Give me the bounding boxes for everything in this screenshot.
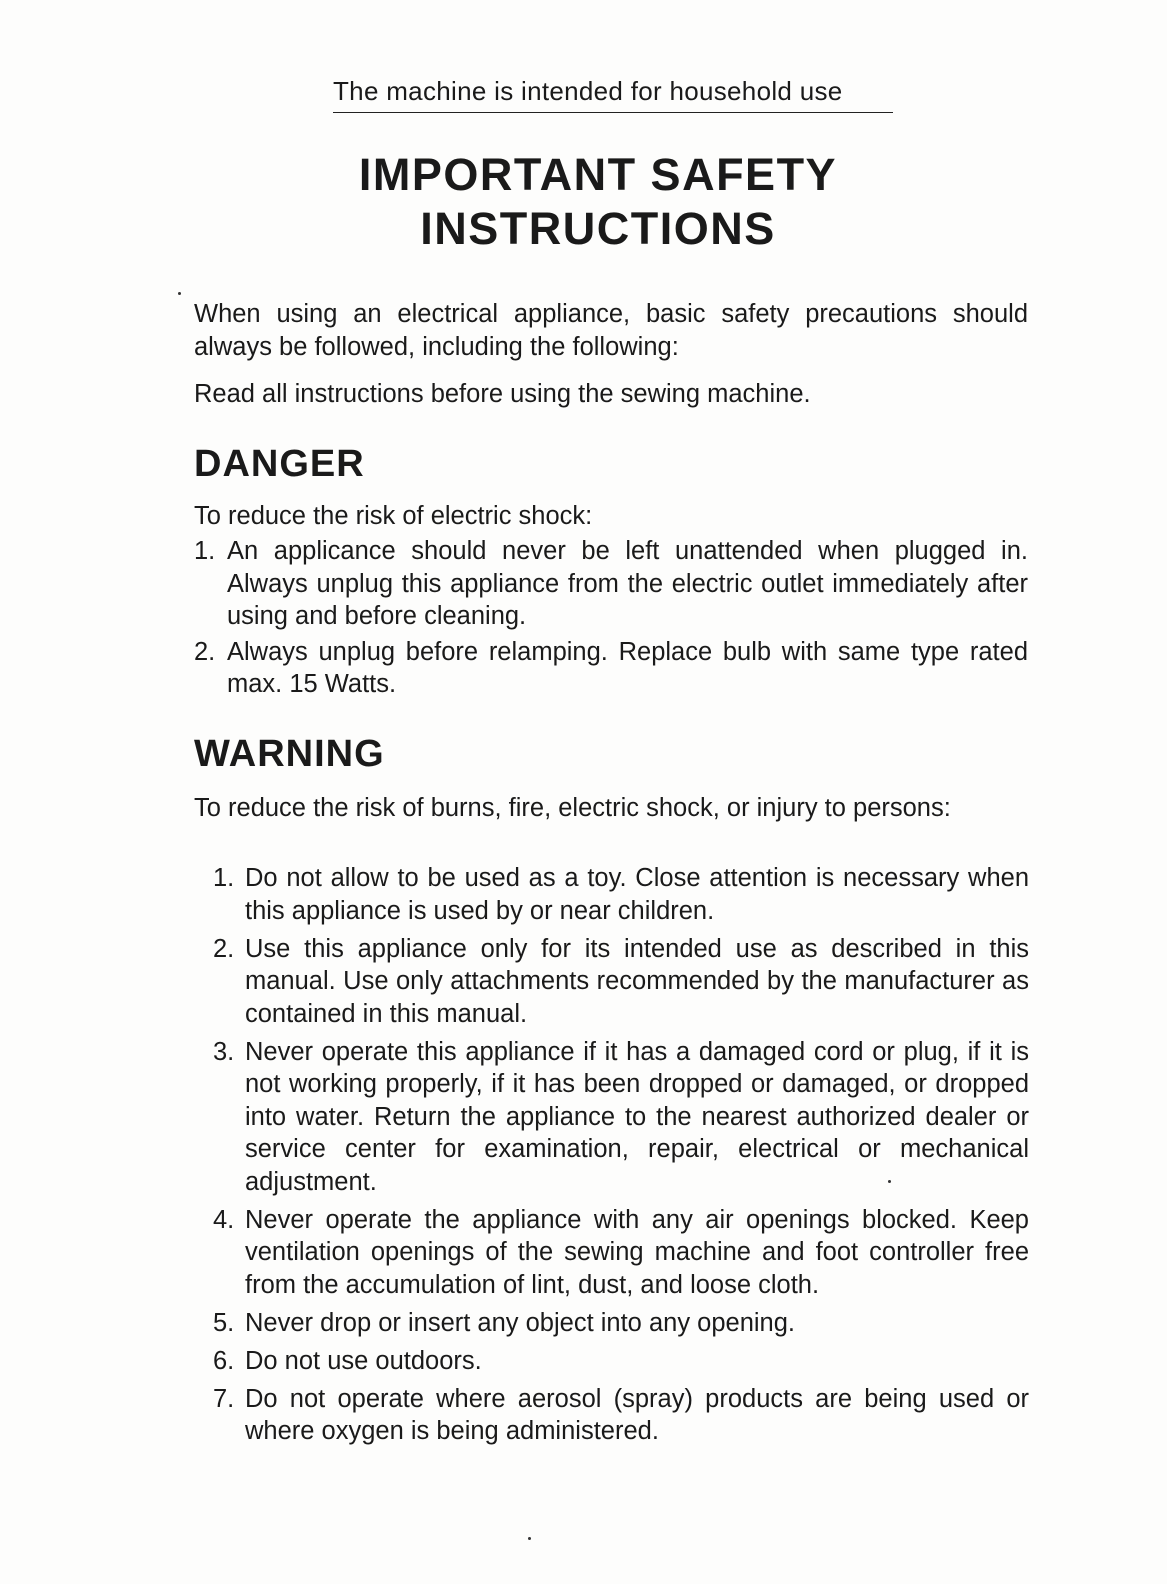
warning-heading: WARNING — [194, 733, 385, 775]
warning-list — [213, 862, 1029, 1453]
scan-speck — [178, 292, 181, 295]
item-text: An applicance should never be left unattended when plugged in. Always unplug this appliance from the electric outlet immediately after using and before cleaning. — [227, 537, 1028, 630]
item-number: 5. — [213, 1308, 235, 1337]
danger-lead: To reduce the risk of electric shock: — [194, 502, 593, 530]
item-number: 1. — [194, 537, 216, 565]
danger-heading: DANGER — [194, 443, 365, 485]
warning-item-7 — [213, 1383, 1029, 1448]
item-text: Use this appliance only for its intended use as described in this manual. Use only attachments recommended by the manufacturer as contained in this manual. — [245, 934, 1029, 1028]
danger-item-2 — [194, 636, 1028, 701]
warning-item-5 — [213, 1307, 1029, 1340]
item-number: 2. — [194, 637, 216, 666]
item-number: 4. — [213, 1205, 235, 1234]
warning-item-6 — [213, 1345, 1029, 1378]
title-line-2: INSTRUCTIONS — [420, 203, 776, 254]
warning-item-4 — [213, 1204, 1029, 1302]
scan-speck — [528, 1537, 531, 1540]
warning-item-1 — [213, 862, 1029, 927]
item-number: 3. — [213, 1037, 235, 1066]
intro-paragraph: When using an electrical appliance, basic safety precautions should always be followed, including the following: — [194, 300, 1028, 361]
item-text: Do not operate where aerosol (spray) products are being used or where oxygen is being administered. — [245, 1384, 1029, 1445]
header-underline — [333, 112, 893, 113]
item-text: Never drop or insert any object into any opening. — [245, 1308, 795, 1337]
read-all-instructions: Read all instructions before using the sewing machine. — [194, 380, 811, 408]
danger-item-1 — [194, 535, 1028, 633]
item-number: 2. — [213, 934, 235, 963]
item-text: Do not use outdoors. — [245, 1346, 482, 1375]
item-number: 6. — [213, 1346, 235, 1375]
danger-list — [194, 535, 1028, 704]
title-line-1: IMPORTANT SAFETY — [358, 149, 838, 200]
warning-item-3 — [213, 1036, 1029, 1199]
scan-speck — [888, 1180, 891, 1183]
item-number: 7. — [213, 1384, 235, 1413]
page-title — [0, 148, 1167, 256]
warning-item-2 — [213, 933, 1029, 1031]
item-text: Never operate the appliance with any air openings blocked. Keep ventilation openings of the sewing machine and foot controller free from the accumulation of lint, dust, and loose cloth. — [245, 1205, 1029, 1299]
warning-lead: To reduce the risk of burns, fire, electric shock, or injury to persons: — [194, 794, 951, 822]
item-text: Never operate this appliance if it has a damaged cord or plug, if it is not working properly, if it has been dropped or damaged, or dropped into water. Return the appliance to the nearest authorized dealer or service center for examination, repair, electrical or mechanical adjustment. — [245, 1037, 1029, 1196]
item-text: Do not allow to be used as a toy. Close attention is necessary when this appliance is used by or near children. — [245, 864, 1029, 925]
household-use-note: The machine is intended for household use — [333, 76, 843, 106]
item-text: Always unplug before relamping. Replace bulb with same type rated max. 15 Watts. — [227, 637, 1028, 698]
item-number: 1. — [213, 864, 235, 892]
